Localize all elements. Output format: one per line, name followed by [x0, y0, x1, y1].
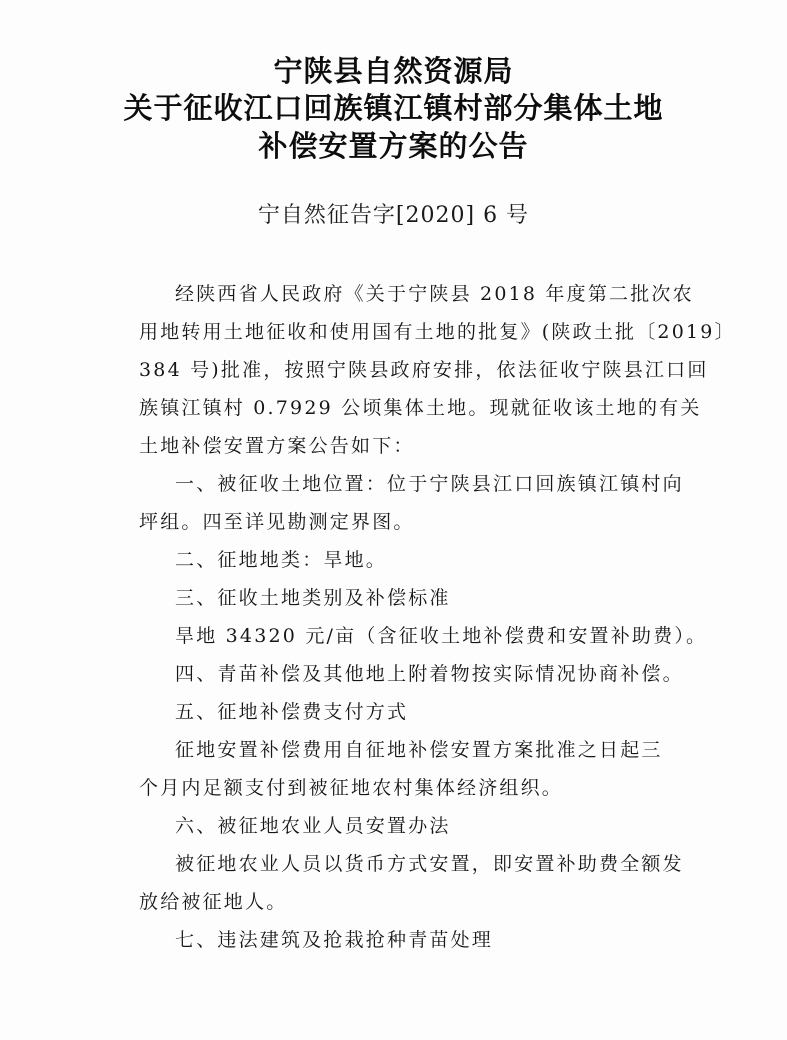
section-5-body-line-1: 征地安置补偿费用自征地补偿安置方案批准之日起三 [175, 739, 663, 761]
title-line-2: 关于征收江口回族镇江镇村部分集体土地 [123, 91, 664, 125]
section-5-heading: 五、征地补偿费支付方式 [175, 701, 409, 723]
paragraph-1-line-1: 经陕西省人民政府《关于宁陕县 2018 年度第二批次农 [175, 283, 694, 305]
section-6-body-line-1: 被征地农业人员以货币方式安置，即安置补助费全额发 [175, 853, 684, 875]
paragraph-1-line-3: 384 号)批准，按照宁陕县政府安排，依法征收宁陕县江口回 [139, 359, 709, 381]
title-line-1: 宁陕县自然资源局 [273, 54, 514, 88]
paragraph-1-line-5: 土地补偿安置方案公告如下： [139, 435, 415, 457]
section-3-body: 旱地 34320 元/亩（含征收土地补偿费和安置补助费）。 [175, 625, 708, 647]
paragraph-1-line-2: 用地转用土地征收和使用国有土地的批复》(陕政土批〔2019〕 [139, 321, 736, 343]
paragraph-1-line-4: 族镇江镇村 0.7929 公顷集体土地。现就征收该土地的有关 [139, 397, 702, 419]
section-1-line-2: 坪组。四至详见勘测定界图。 [139, 511, 415, 533]
section-6-body-line-2: 放给被征地人。 [139, 891, 288, 913]
section-3-heading: 三、征收土地类别及补偿标准 [175, 587, 451, 609]
section-1-line-1: 一、被征收土地位置：位于宁陕县江口回族镇江镇村向 [175, 473, 684, 495]
section-5-body-line-2: 个月内足额支付到被征地农村集体经济组织。 [139, 777, 564, 799]
section-4: 四、青苗补偿及其他地上附着物按实际情况协商补偿。 [175, 663, 684, 685]
section-6-heading: 六、被征地农业人员安置办法 [175, 815, 451, 837]
section-7-heading: 七、违法建筑及抢栽抢种青苗处理 [175, 929, 494, 951]
section-2: 二、征地地类：旱地。 [175, 549, 388, 571]
title-line-3: 补偿安置方案的公告 [258, 129, 529, 163]
document-number: 宁自然征告字[2020] 6 号 [257, 203, 530, 228]
